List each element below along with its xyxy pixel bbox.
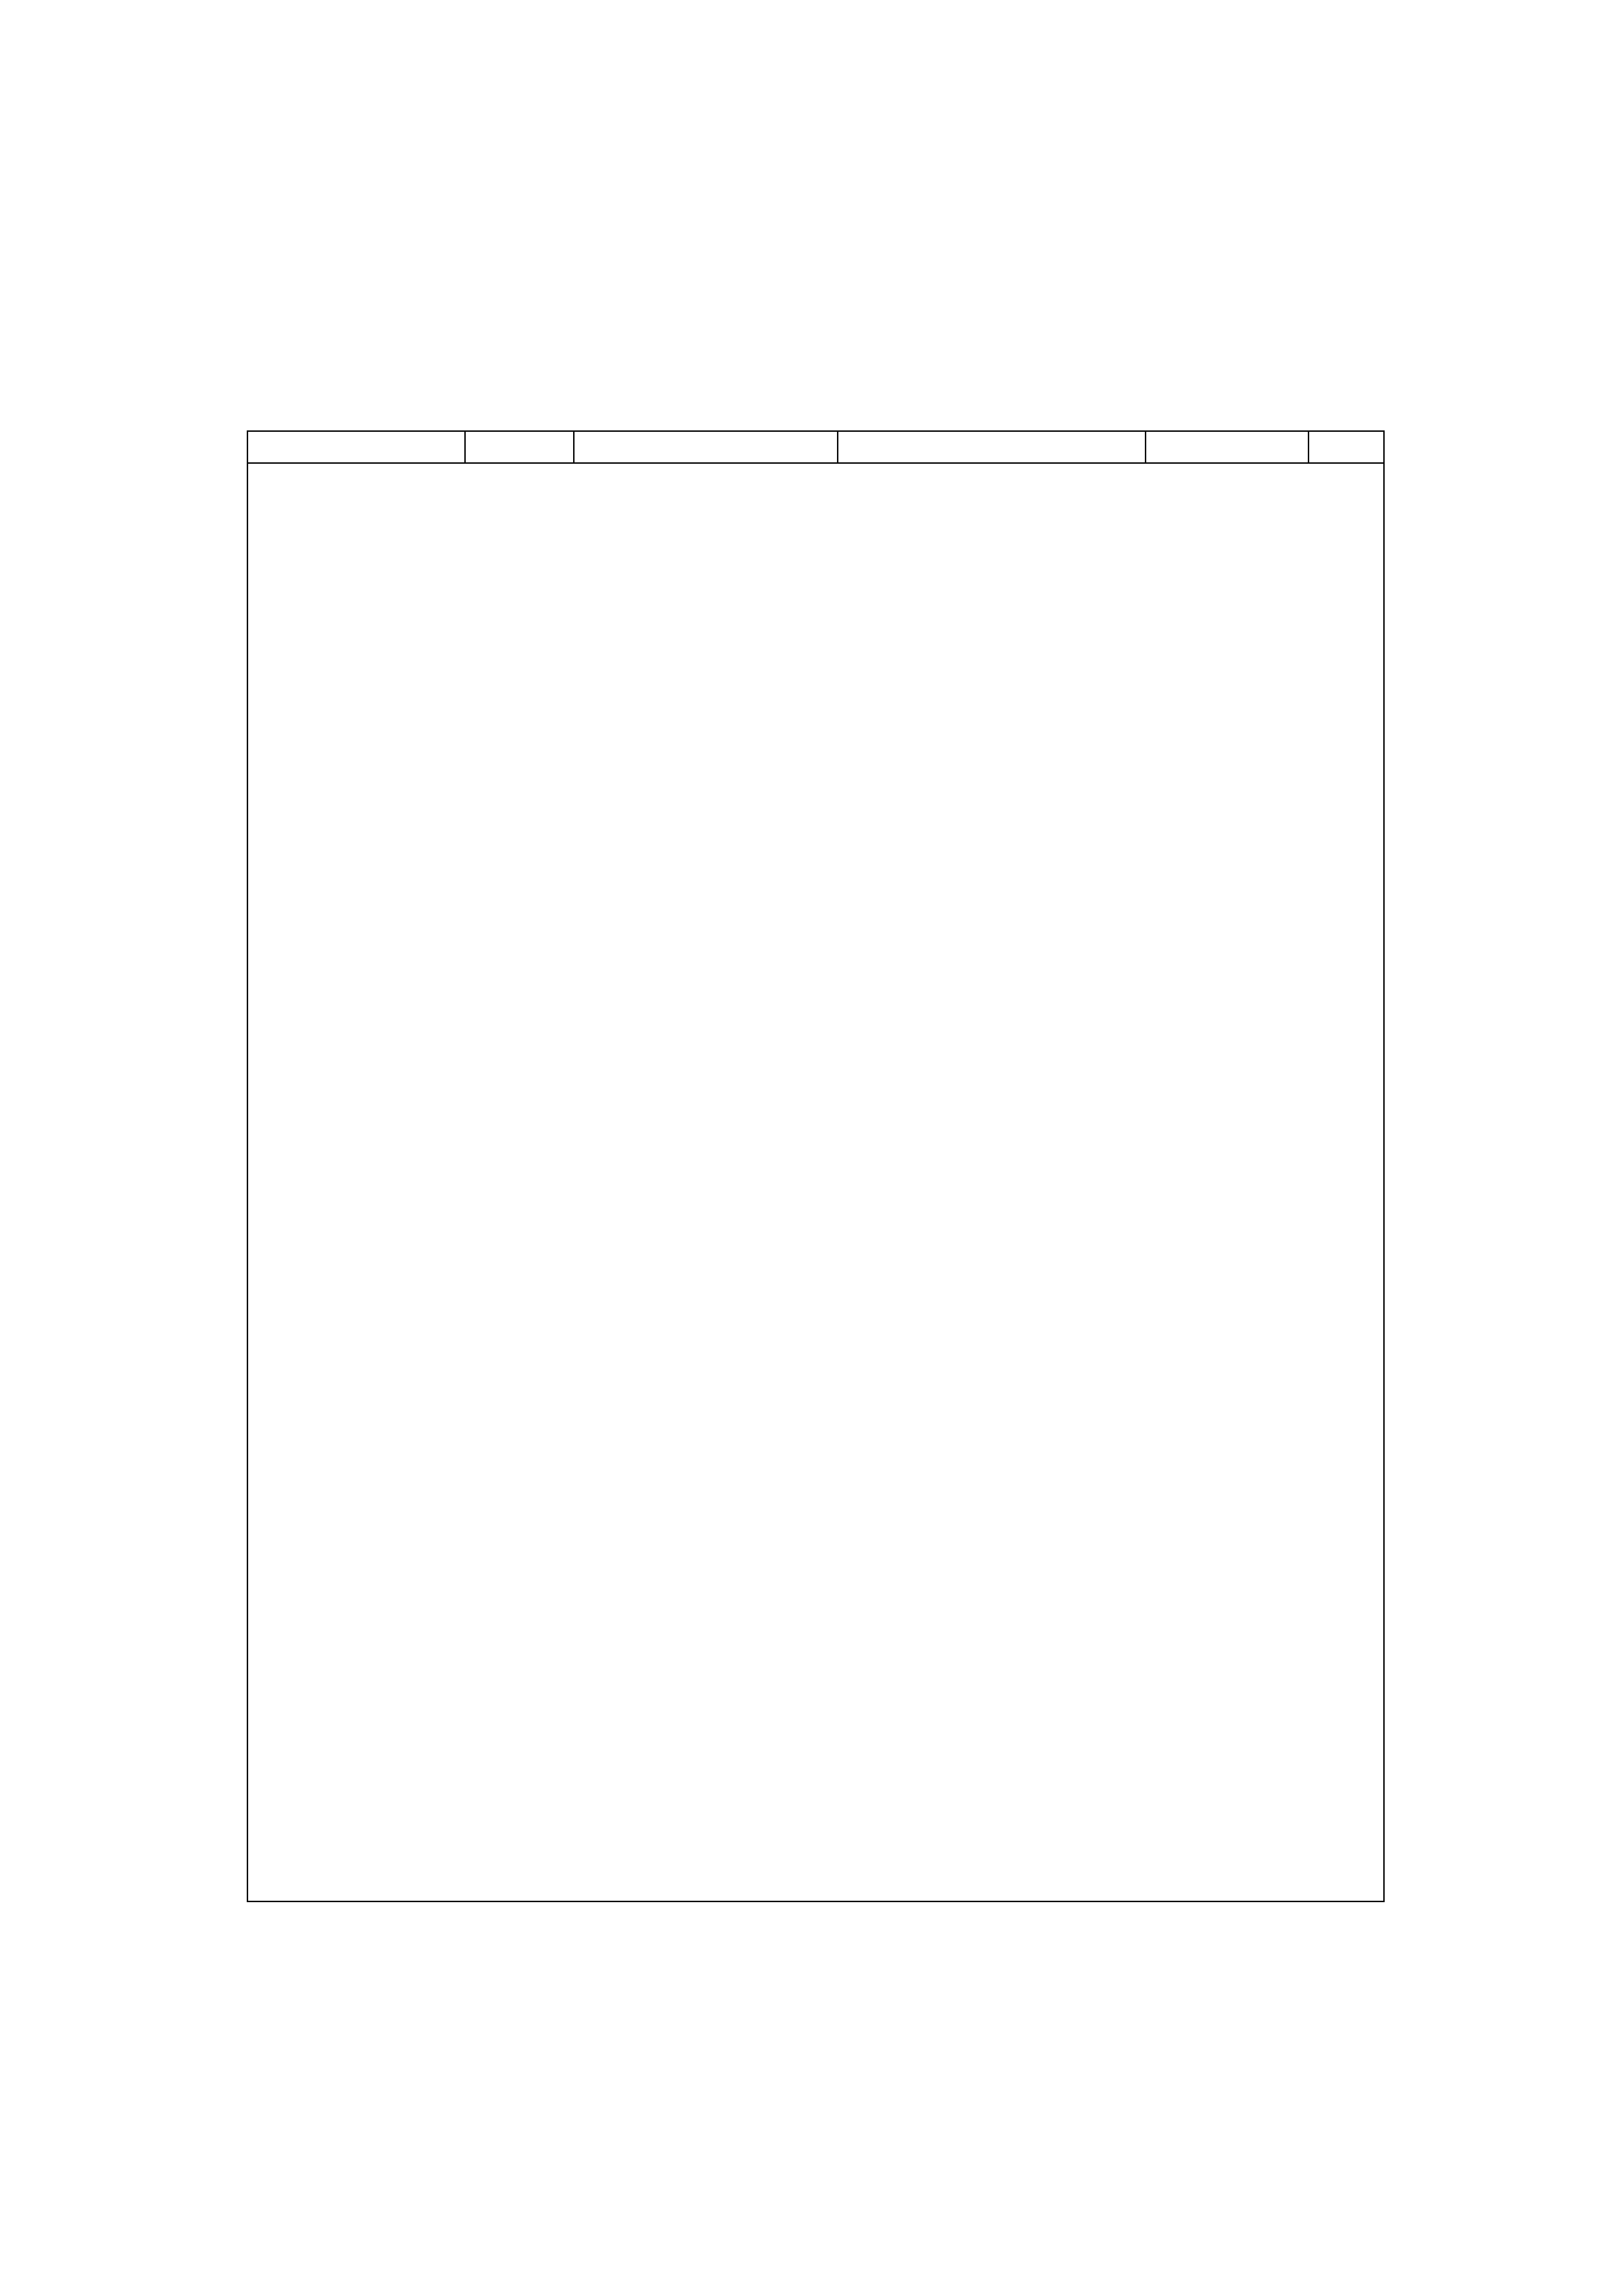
column-header-dimensions [466, 432, 575, 462]
header-divider [248, 462, 1383, 464]
column-header-hull-cargo [838, 432, 1146, 462]
ship-register-table [247, 430, 1385, 1902]
column-header-vessel [248, 432, 466, 462]
column-header-machinery [1146, 432, 1309, 462]
column-header-class-nav [575, 432, 838, 462]
column-header-stores [1309, 432, 1383, 462]
